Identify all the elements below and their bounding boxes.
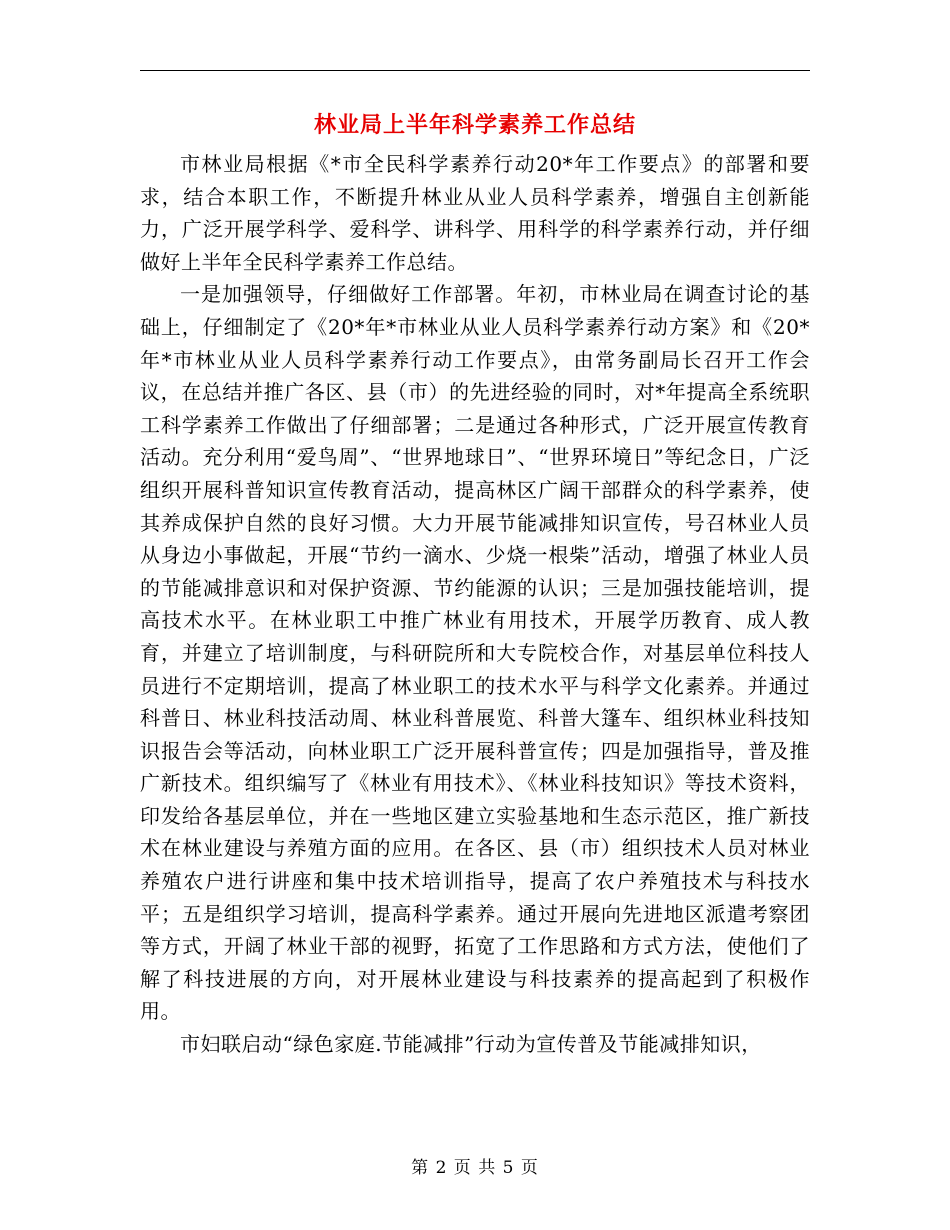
paragraph-women-federation: 市妇联启动“绿色家庭.节能减排”行动为宣传普及节能减排知识，: [180, 1032, 762, 1057]
document-title: 林业局上半年科学素养工作总结: [313, 112, 636, 138]
document-body: [140, 148, 810, 1061]
page-footer: 第 2 页 共 5 页: [411, 1158, 539, 1178]
paragraph-intro: 市林业局根据《*市全民科学素养行动20*年工作要点》的部署和要求，结合本职工作，不断提升林业从业人员科学素养，增强自主创新能力，广泛开展学科学、爱科学、讲科学、用科学的科学素养行动，并仔细做好上半年全民科学素养工作总结。: [140, 152, 810, 274]
header-rule: [140, 70, 810, 71]
paragraph-main: 一是加强领导，仔细做好工作部署。年初，市林业局在调查讨论的基础上，仔细制定了《20*年*市林业从业人员科学素养行动方案》和《20*年*市林业从业人员科学素养行动工作要点》，由常务副局长召开工作会议，在总结并推广各区、县（市）的先进经验的同时，对*年提高全系统职工科学素养工作做出了仔细部署；二是通过各种形式，广泛开展宣传教育活动。充分利用“爱鸟周”、“世界地球日”、“世界环境日”等纪念日，广泛组织开展科普知识宣传教育活动，提高林区广阔干部群众的科学素养，使其养成保护自然的良好习惯。大力开展节能减排知识宣传，号召林业人员从身边小事做起，开展“节约一滴水、少烧一根柴”活动，增强了林业人员的节能减排意识和对保护资源、节约能源的认识；三是加强技能培训，提高技术水平。在林业职工中推广林业有用技术，开展学历教育、成人教育，并建立了培训制度，与科研院所和大专院校合作，对基层单位科技人员进行不定期培训，提高了林业职工的技术水平与科学文化素养。并通过科普日、林业科技活动周、林业科普展览、科普大篷车、组织林业科技知识报告会等活动，向林业职工广泛开展科普宣传；四是加强指导，普及推广新技术。组织编写了《林业有用技术》、《林业科技知识》等技术资料，印发给各基层单位，并在一些地区建立实验基地和生态示范区，推广新技术在林业建设与养殖方面的应用。在各区、县（市）组织技术人员对林业养殖农户进行讲座和集中技术培训指导，提高了农户养殖技术与科技水平；五是组织学习培训，提高科学素养。通过开展向先进地区派遣考察团等方式，开阔了林业干部的视野，拓宽了工作思路和方式方法，使他们了解了科技进展的方向，对开展林业建设与科技素养的提高起到了积极作用。: [140, 282, 810, 1024]
